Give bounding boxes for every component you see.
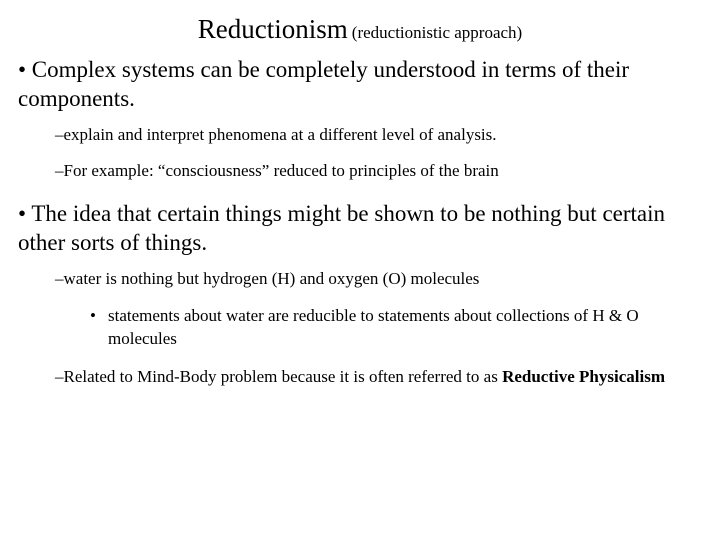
- title-main: Reductionism: [197, 14, 348, 44]
- statements-text: statements about water are reducible to statements about collections of H & O molecules: [108, 306, 639, 348]
- bullet-idea: • The idea that certain things might be shown to be nothing but certain other sorts of things.: [18, 201, 666, 255]
- sub-bullet-mind-body: [55, 365, 695, 388]
- mind-body-text: –Related to Mind-Body problem because it is often referred to as: [55, 367, 503, 386]
- sub-bullet-water: –water is nothing but hydrogen (H) and oxygen (O) molecules: [55, 269, 480, 288]
- reductive-physicalism-term: Reductive Physicalism: [502, 367, 665, 386]
- slide-title: [0, 14, 720, 45]
- bullet-marker: •: [90, 306, 96, 325]
- sub-bullet-example: –For example: “consciousness” reduced to principles of the brain: [55, 161, 499, 180]
- sub-sub-bullet-statements: [90, 304, 700, 350]
- title-subtitle: (reductionistic approach): [351, 23, 523, 42]
- sub-bullet-explain: –explain and interpret phenomena at a different level of analysis.: [55, 125, 497, 144]
- bullet-complex-systems: • Complex systems can be completely understood in terms of their components.: [18, 57, 630, 111]
